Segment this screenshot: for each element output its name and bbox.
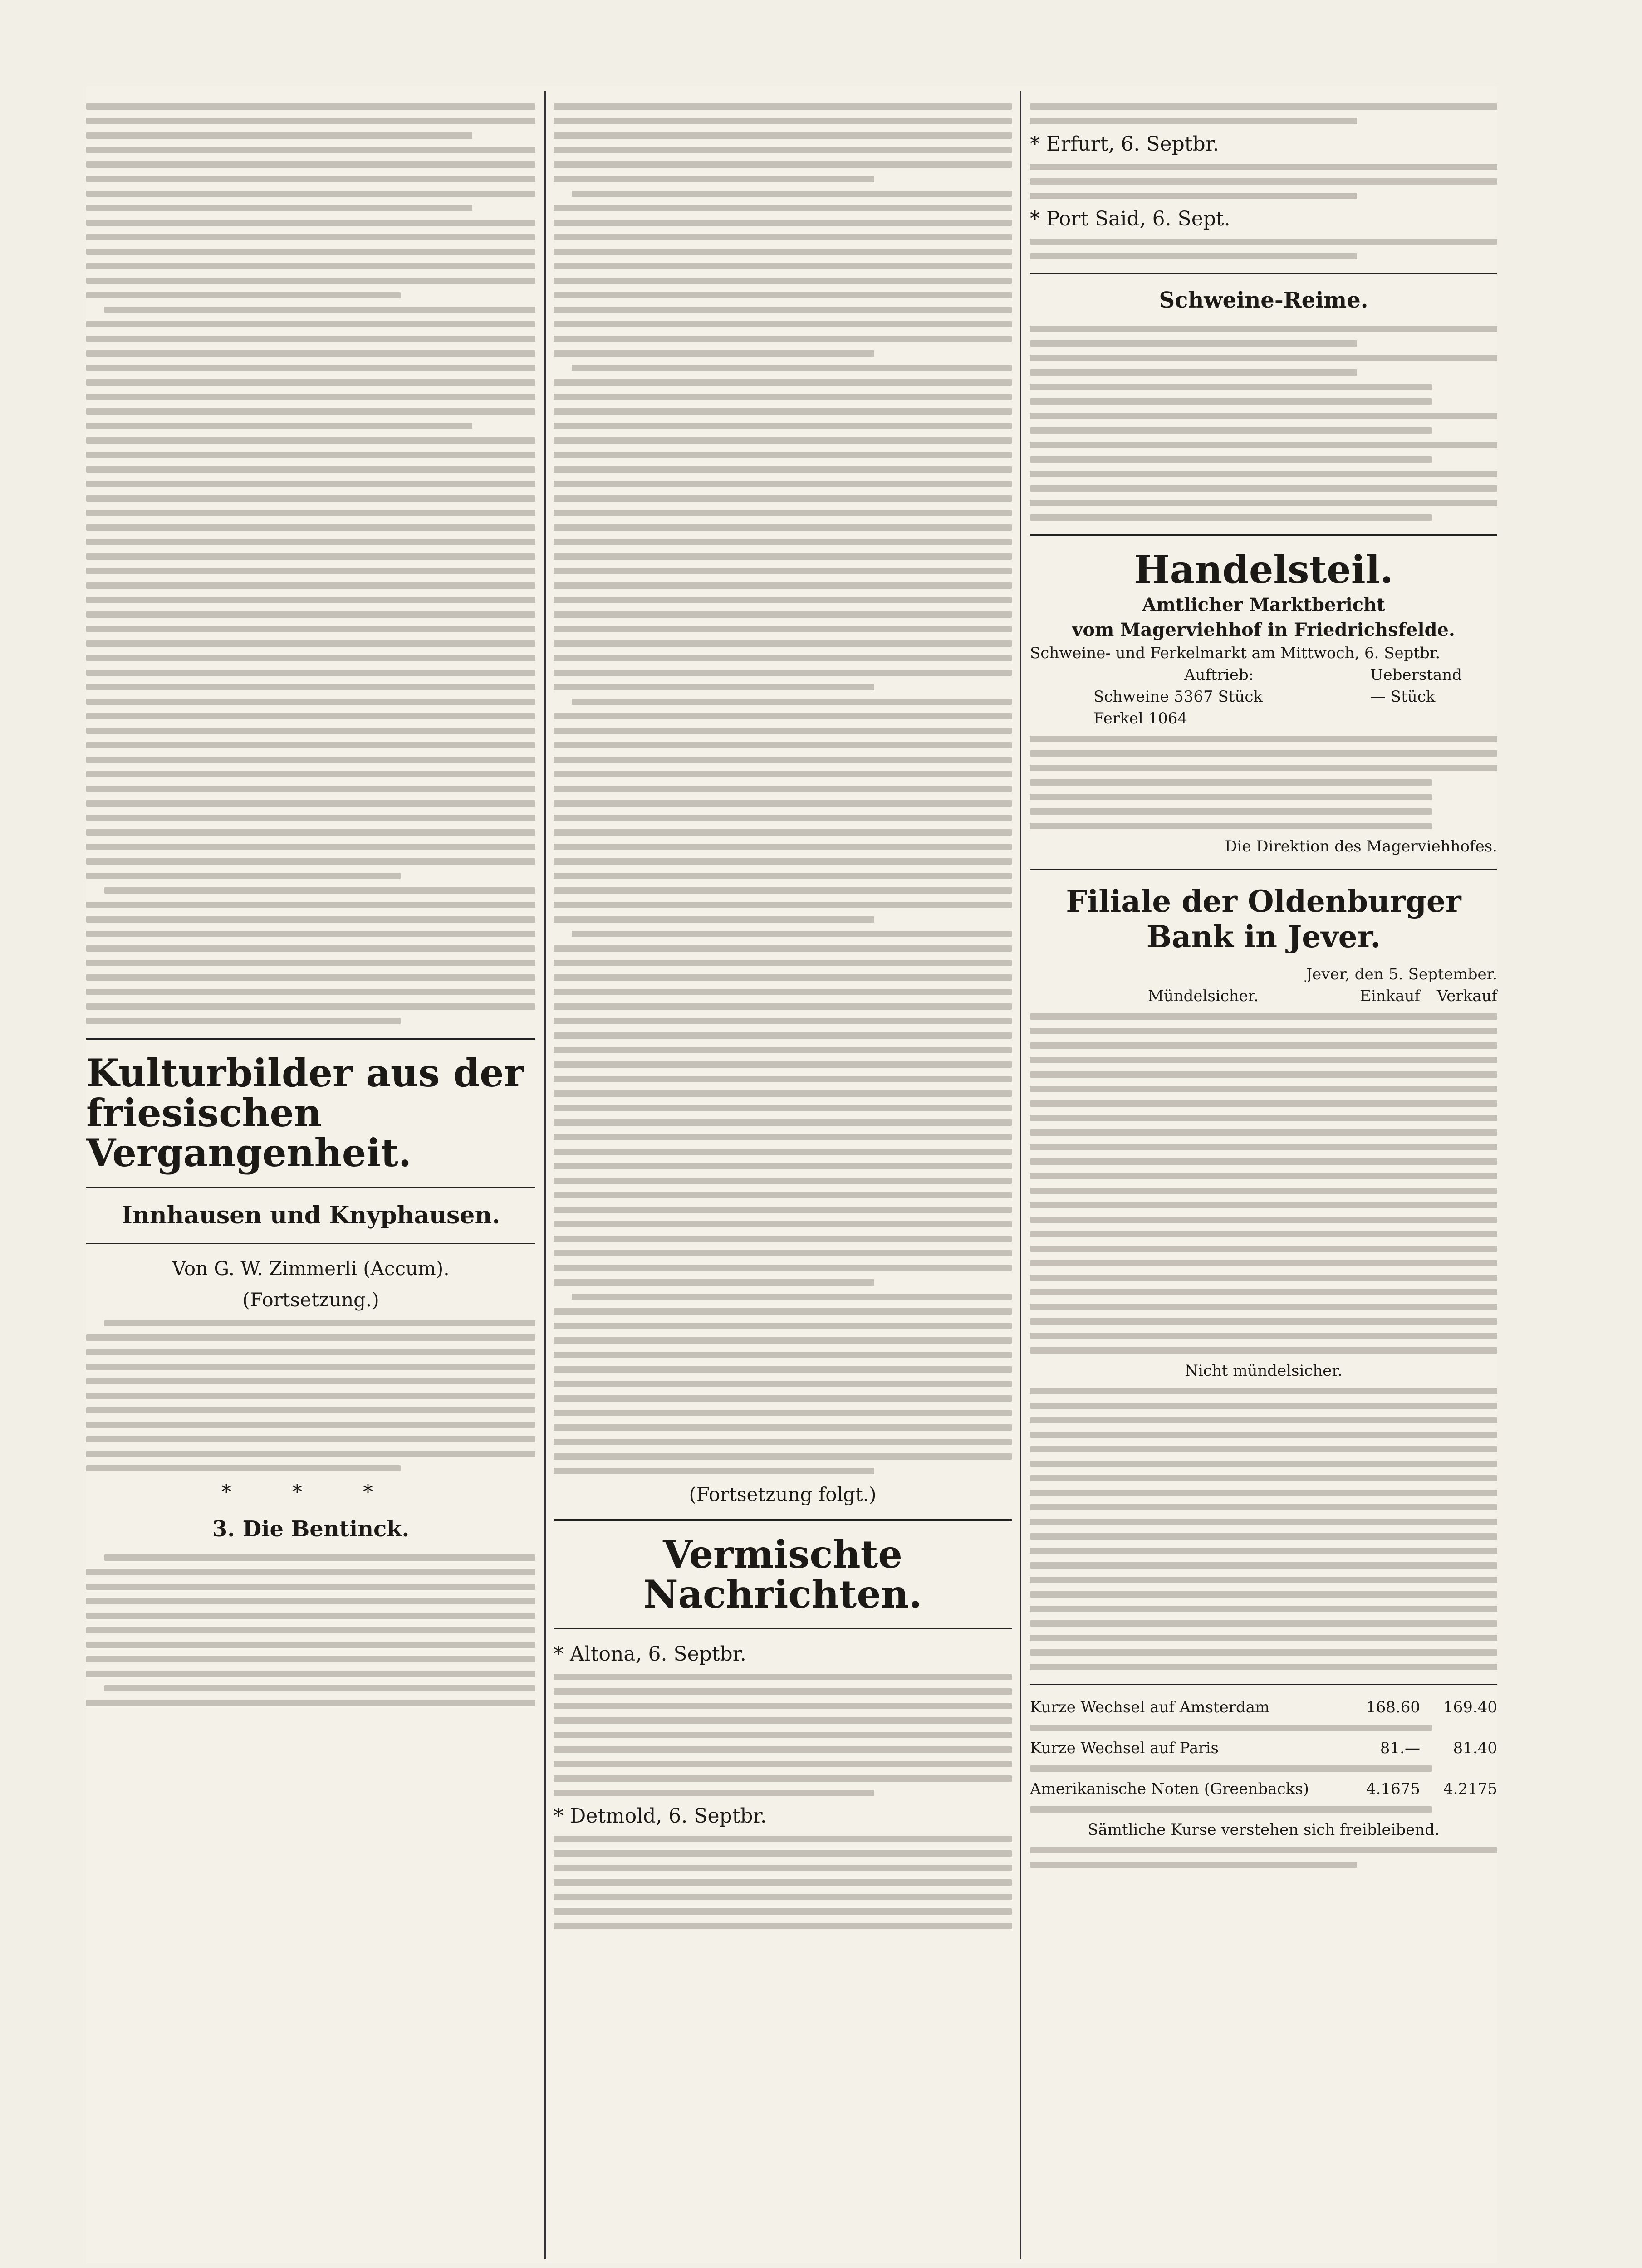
marktbericht-title: Amtlicher Marktbericht xyxy=(1142,594,1385,616)
column-1 xyxy=(86,95,535,2254)
schweine-auftrieb-row: Schweine 5367 Stück — Stück xyxy=(1093,688,1436,706)
section-rule xyxy=(1030,869,1497,870)
vermischte-title: Vermischte Nachrichten. xyxy=(643,1532,922,1617)
column-rule xyxy=(544,91,546,2259)
continuation-note: (Fortsetzung folgt.) xyxy=(689,1483,877,1505)
schweine-reime-title: Schweine-Reime. xyxy=(1159,288,1368,313)
section-rule xyxy=(1030,1684,1497,1685)
markt-line: Schweine- und Ferkelmarkt am Mittwoch, 6. Septbr. xyxy=(1030,644,1441,663)
article-body xyxy=(554,1674,1012,1796)
section-rule xyxy=(1030,273,1497,274)
detmold-heading: * Detmold, 6. Septbr. xyxy=(554,1804,767,1828)
section-rule xyxy=(86,1187,535,1188)
exchange-row: Amerikanische Noten (Greenbacks) 4.1675 4.2175 xyxy=(1030,1780,1497,1799)
continuation-note: (Fortsetzung.) xyxy=(242,1288,379,1311)
exchange-table xyxy=(1030,1698,1497,1813)
bank-footer: Sämtliche Kurse verstehen sich freibleibend. xyxy=(1088,1821,1440,1839)
bank-column-headers: Mündelsicher. Einkauf Verkauf xyxy=(1148,987,1497,1006)
exchange-row: Kurze Wechsel auf Amsterdam 168.60 169.40 xyxy=(1030,1698,1497,1717)
section-rule xyxy=(1030,534,1497,536)
article-body xyxy=(1030,164,1497,199)
article-body xyxy=(86,1320,535,1471)
section-rule xyxy=(86,1243,535,1244)
column-2 xyxy=(554,95,1012,2254)
article-body xyxy=(86,1554,535,1706)
bond-table xyxy=(1030,1388,1497,1670)
price-table xyxy=(1030,736,1497,829)
poem-body xyxy=(1030,326,1497,521)
marktbericht-subtitle: vom Magerviehhof in Friedrichsfelde. xyxy=(1072,619,1455,641)
byline: Von G. W. Zimmerli (Accum). xyxy=(172,1257,450,1280)
article-body xyxy=(1030,103,1497,124)
article-body xyxy=(554,1836,1012,1929)
bentinck-heading: 3. Die Bentinck. xyxy=(212,1516,410,1542)
article-body xyxy=(1030,239,1497,259)
bond-table xyxy=(1030,1013,1497,1354)
article-body xyxy=(554,103,1012,1474)
separator-stars: * * * xyxy=(221,1480,400,1504)
kulturbilder-title: Kulturbilder aus der friesischen Vergangenheit. xyxy=(86,1051,524,1176)
newspaper-page xyxy=(86,86,1497,2263)
section-rule xyxy=(554,1519,1012,1521)
erfurt-heading: * Erfurt, 6. Septbr. xyxy=(1030,132,1219,156)
ferkel-auftrieb-row: Ferkel 1064 xyxy=(1093,709,1188,728)
section-rule xyxy=(86,1038,535,1040)
auftrieb-header: Auftrieb: Ueberstand xyxy=(1184,666,1462,684)
bank-date: Jever, den 5. September. xyxy=(1306,965,1497,984)
innhausen-title: Innhausen und Knyphausen. xyxy=(121,1201,500,1229)
port-said-heading: * Port Said, 6. Sept. xyxy=(1030,207,1230,230)
section-rule xyxy=(554,1628,1012,1629)
direktion-line: Die Direktion des Magerviehhofes. xyxy=(1225,837,1497,856)
article-body xyxy=(86,103,535,1024)
handelsteil-title: Handelsteil. xyxy=(1134,547,1393,592)
altona-heading: * Altona, 6. Septbr. xyxy=(554,1642,746,1666)
bank-footer-text xyxy=(1030,1847,1497,1868)
nicht-muendelsicher-header: Nicht mündelsicher. xyxy=(1185,1362,1343,1380)
bank-title: Filiale der Oldenburger Bank in Jever. xyxy=(1066,884,1461,955)
column-rule xyxy=(1020,91,1021,2259)
column-3 xyxy=(1030,95,1497,2254)
exchange-row: Kurze Wechsel auf Paris 81.— 81.40 xyxy=(1030,1739,1497,1758)
